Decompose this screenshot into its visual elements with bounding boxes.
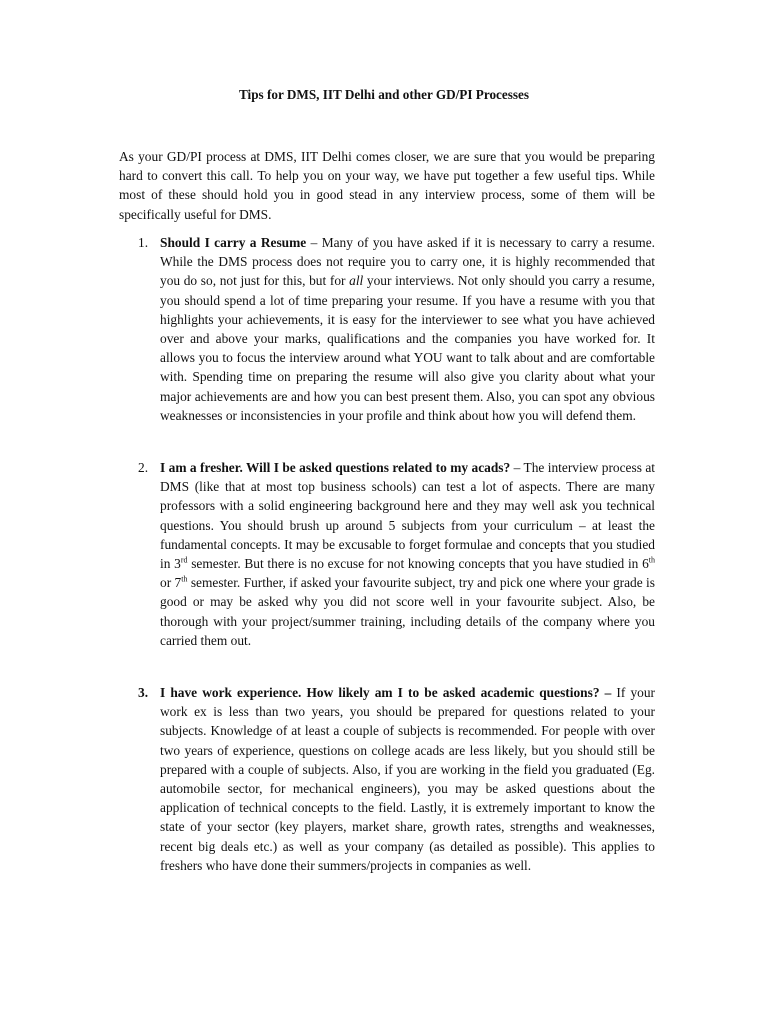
- list-item-resume: [119, 233, 655, 425]
- list-item-heading: I am a fresher. Will I be asked questions related to my acads?: [160, 460, 511, 475]
- document-title: Tips for DMS, IIT Delhi and other GD/PI Processes: [238, 87, 530, 102]
- list-item-body: [160, 458, 655, 650]
- list-item-emphasis: all: [349, 273, 364, 289]
- list-item-text: semester. But there is no excuse for not knowing concepts that you have studied in 6: [187, 556, 649, 572]
- list-item-heading: I have work experience. How likely am I to be asked academic questions? –: [160, 685, 612, 700]
- intro-paragraph: As your GD/PI process at DMS, IIT Delhi comes closer, we are sure that you would be preparing hard to convert this call. To help you on your way, we have put together a few useful tips. While most of these should hold you in good stead in any interview process, some of them will be specifically useful for DMS.: [119, 149, 655, 222]
- list-item-fresher: [119, 458, 655, 650]
- superscript: th: [181, 574, 188, 584]
- list-item-work-experience: [119, 683, 655, 875]
- list-item-text: semester. Further, if asked your favourite subject, try and pick one where your grade is good or may be asked why you did not score well in your favourite subject. Also, be thorough with your project/summer training, including details of the company where you carried them out.: [160, 575, 655, 648]
- superscript: th: [648, 555, 655, 565]
- list-item-text: If your work ex is less than two years, you should be prepared for questions related to your subjects. Knowledge of at least a couple of subjects is recommended. For people with over two years of experience, questions on college acads are less likely, but you should still be prepared with a couple of subjects. Also, if you are working in the field you graduated (Eg. automobile sector, for mechanical engineers), you may be asked questions about the application of technical concepts to the field. Lastly, it is extremely important to know the state of your sector (key players, market share, growth rates, strengths and weaknesses, recent big deals etc.) as well as your company (as detailed as possible). This applies to freshers who have done their summers/projects in companies as well.: [160, 685, 655, 873]
- list-item-text: or 7: [160, 575, 182, 591]
- list-item-number: 3.: [138, 685, 149, 700]
- list-item-number: 1.: [138, 235, 149, 250]
- list-item-heading: Should I carry a Resume: [160, 235, 307, 250]
- list-item-text: – Many of you have asked if it is necessary to carry a resume. While the DMS process does not require you to carry one, it is highly recommended that you do so, not just for this, but for: [160, 235, 655, 289]
- list-item-body: [160, 233, 655, 425]
- list-item-text: – The interview process at DMS (like that at most top business schools) can test a lot of aspects. There are many professors with a solid engineering background here and they may well ask you technical questions. You should brush up around 5 subjects from your curriculum – at least the fundamental concepts. It may be excusable to forget formulae and concepts that you studied in 3: [160, 460, 656, 572]
- list-item-number: 2.: [138, 460, 149, 475]
- list-item-text: your interviews. Not only should you carry a resume, you should spend a lot of time preparing your resume. If you have a resume with you that highlights your achievements, it is easy for the interviewer to see what you have achieved over and above your marks, qualifications and the companies you have worked for. It allows you to focus the interview around what YOU want to talk about and are comfortable with. Spending time on preparing the resume will also give you clarity about what your major achievements are and how you can best present them. Also, you can spot any obvious weaknesses or inconsistencies in your profile and think about how you will defend them.: [160, 273, 655, 423]
- list-item-body: [160, 683, 655, 875]
- superscript: rd: [180, 555, 188, 565]
